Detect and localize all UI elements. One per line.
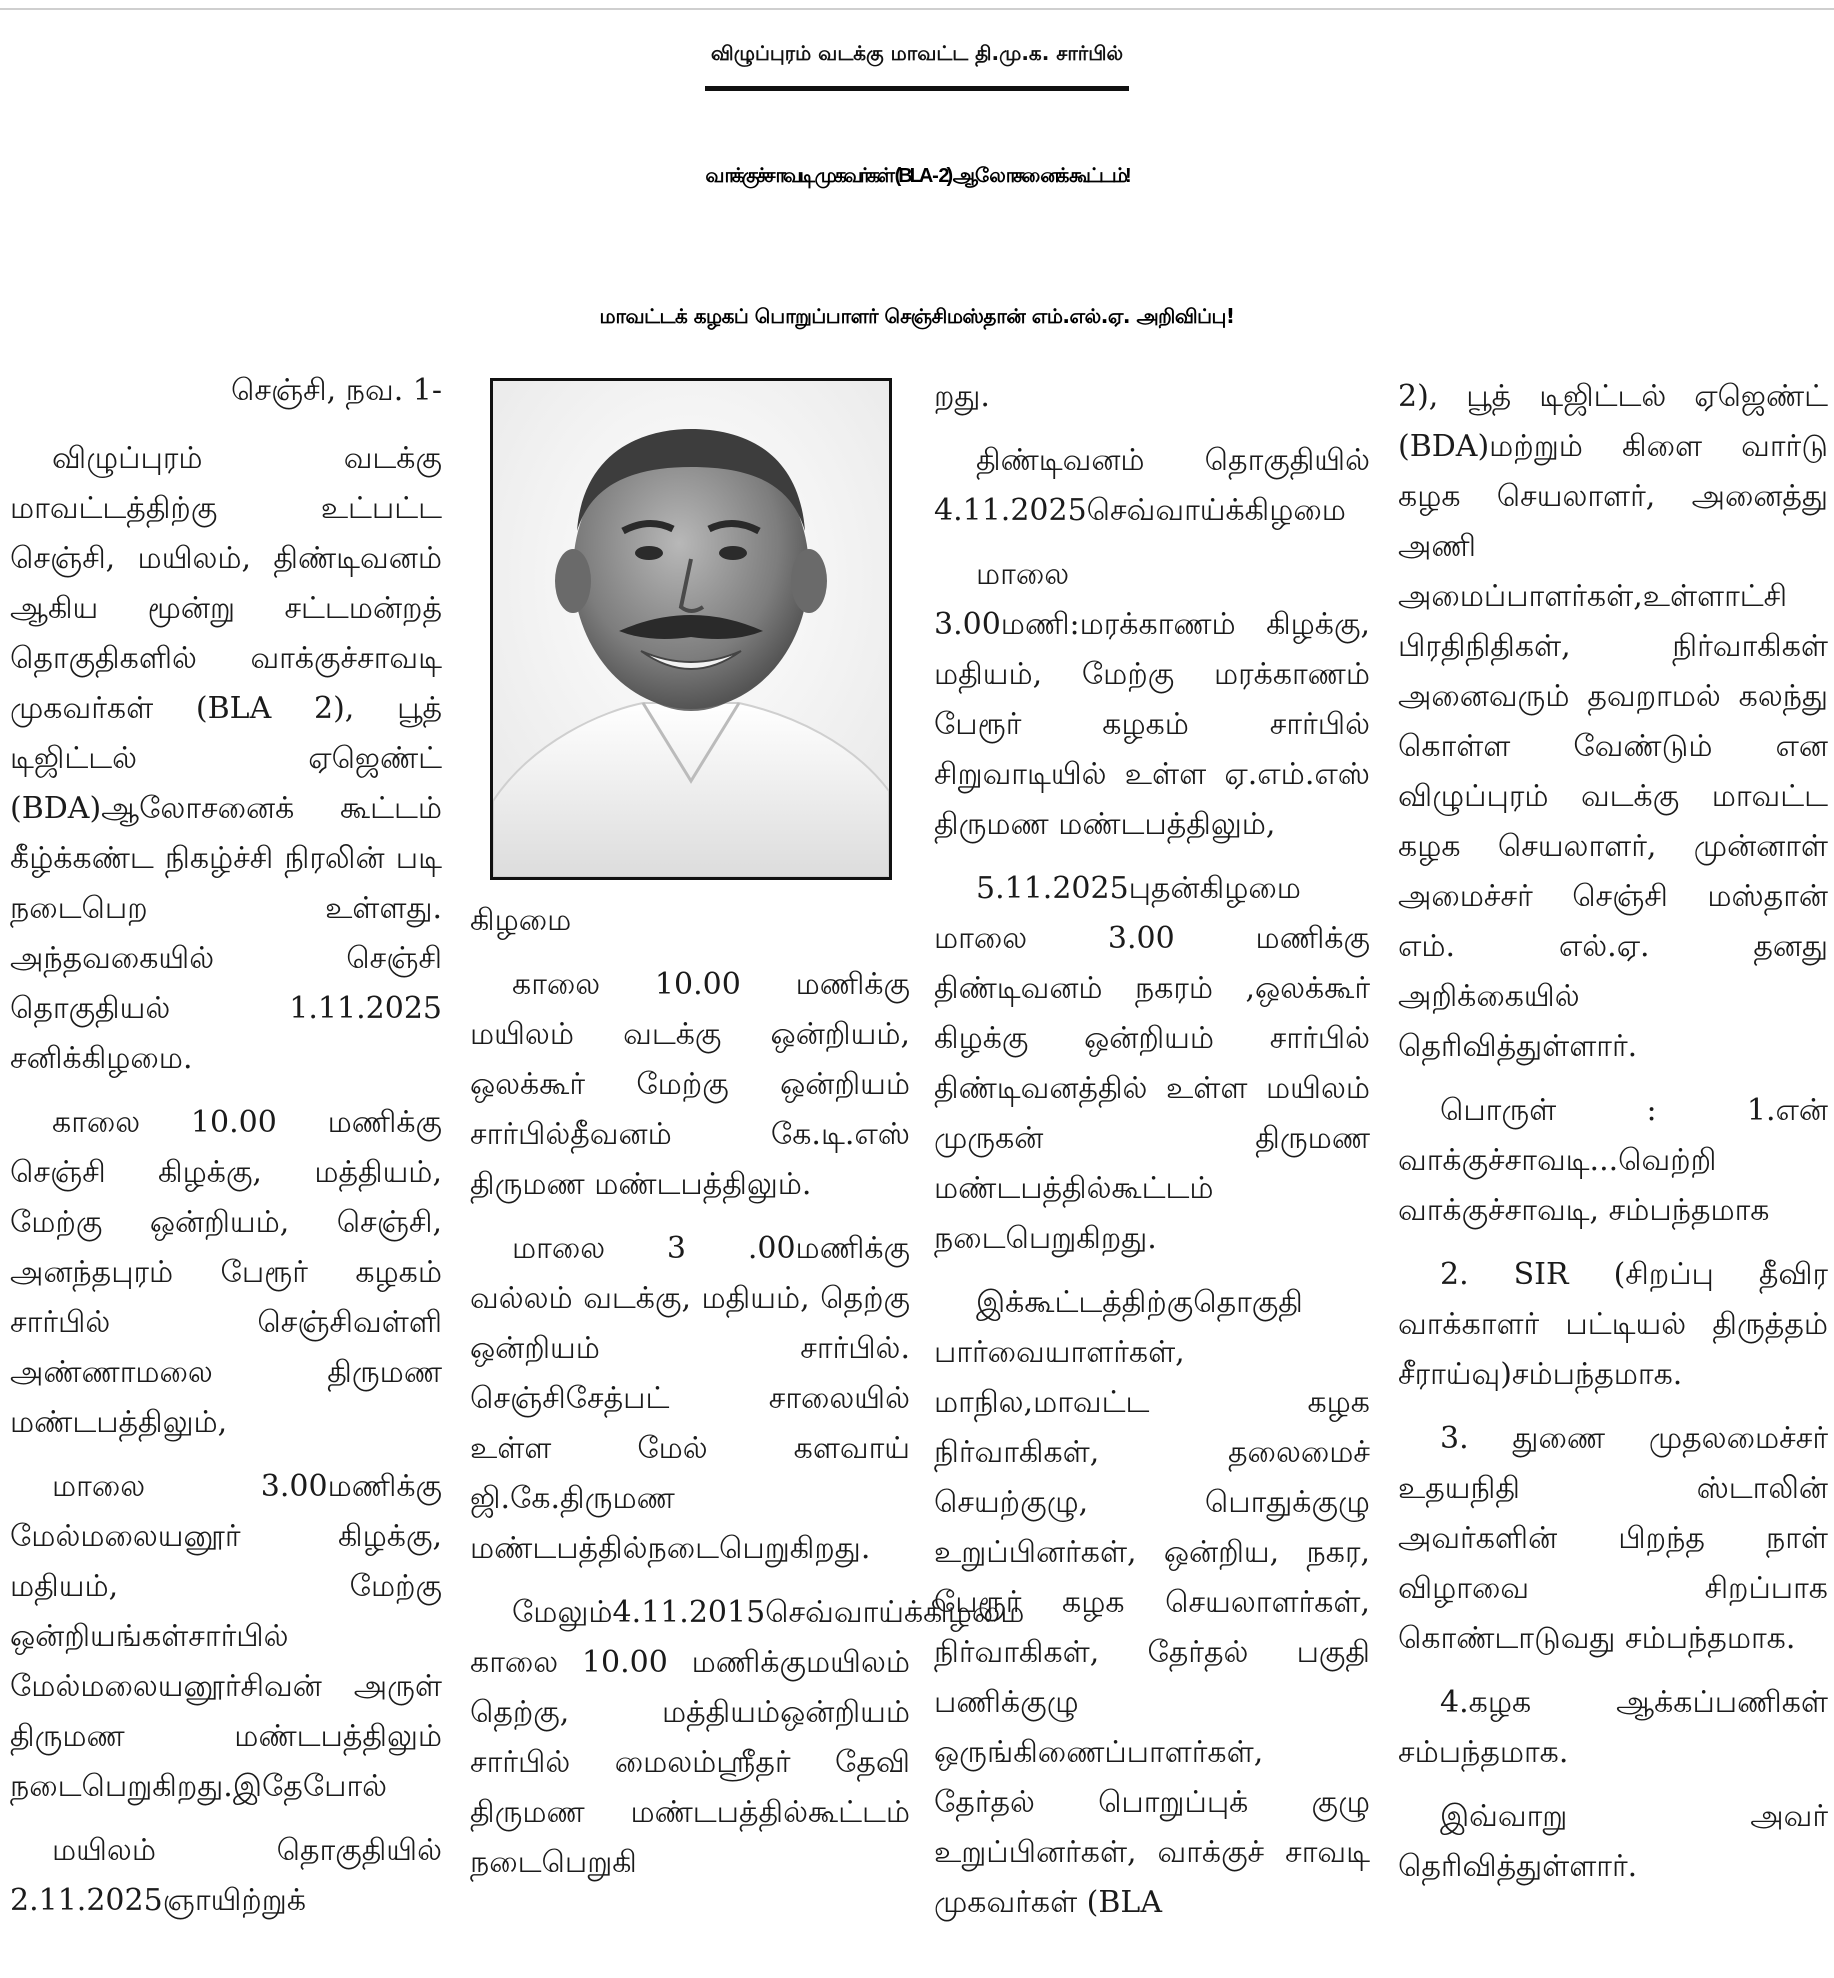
- paragraph: றது.: [934, 379, 990, 414]
- paragraph: 2), பூத் டிஜிட்டல் ஏஜெண்ட் (BDA)மற்றும் கிளை வார்டு கழக செயலாளர், அனைத்து அணி அமைப்பாளர்கள்,உள்ளாட்சி பிரதிநிதிகள், நிர்வாகிகள் அனைவரும் தவறாமல் கலந்து கொள்ள வேண்டும் என விழுப்புரம் வடக்கு மாவட்ட கழக செயலாளர், முன்னாள் அமைச்சர் செஞ்சி மஸ்தான் எம். எல்.ஏ. தனது அறிக்கையில் தெரிவித்துள்ளார்.: [1398, 379, 1828, 1064]
- paragraph: இவ்வாறு அவர் தெரிவித்துள்ளார்.: [1398, 1799, 1828, 1884]
- paragraph: மாலை 3 .00மணிக்கு வல்லம் வடக்கு, மதியம், தெற்கு ஒன்றியம் சார்பில். செஞ்சிசேத்பட் சாலையில் உள்ள மேல் களவாய் ஜி.கே.திருமண மண்டபத்தில்நடைபெறுகிறது.: [470, 1231, 910, 1566]
- paragraph: 4.கழக ஆக்கப்பணிகள் சம்பந்தமாக.: [1398, 1685, 1828, 1770]
- portrait-photo: [490, 378, 892, 880]
- article-column-2: [470, 896, 1025, 1902]
- paragraph: பொருள் : 1.என் வாக்குச்சாவடி...வெற்றி வாக்குச்சாவடி, சம்பந்தமாக: [1398, 1093, 1828, 1228]
- paragraph: காலை 10.00 மணிக்கு செஞ்சி கிழக்கு, மத்தியம், மேற்கு ஒன்றியம், செஞ்சி, அனந்தபுரம் பேரூர் கழகம் சார்பில் செஞ்சிவள்ளி அண்ணாமலை திருமண மண்டபத்திலும்,: [10, 1105, 442, 1440]
- article-column-1: [10, 366, 442, 1940]
- paragraph: காலை 10.00 மணிக்கு மயிலம் வடக்கு ஒன்றியம், ஒலக்கூர் மேற்கு ஒன்றியம் சார்பில்தீவனம் கே.டி.எஸ் திருமண மண்டபத்திலும்.: [470, 967, 910, 1202]
- paragraph: மேலும்4.11.2015செவ்வாய்க்கிழமை காலை 10.00 மணிக்குமயிலம் தெற்கு, மத்தியம்ஒன்றியம் சார்பில் மைலம்ஸ்ரீதர் தேவி திருமண மண்டபத்தில்கூட்டம் நடைபெறுகி: [470, 1595, 1025, 1880]
- paragraph: மயிலம் தொகுதியில் 2.11.2025ஞாயிற்றுக்: [10, 1833, 442, 1918]
- paragraph: 3. துணை முதலமைச்சர் உதயநிதி ஸ்டாலின் அவர்களின் பிறந்த நாள் விழாவை சிறப்பாக கொண்டாடுவது சம்பந்தமாக.: [1398, 1421, 1828, 1656]
- paragraph: இக்கூட்டத்திற்குதொகுதி பார்வையாளர்கள், மாநில,மாவட்ட கழக நிர்வாகிகள், தலைமைச் செயற்குழு, பொதுக்குழு உறுப்பினர்கள், ஒன்றிய, நகர, பேரூர் கழக செயலாளர்கள், நிர்வாகிகள், தேர்தல் பகுதி பணிக்குழு ஒருங்கிணைப்பாளர்கள், தேர்தல் பொறுப்புக் குழு உறுப்பினர்கள், வாக்குச் சாவடி முகவர்கள் (BLA: [934, 1285, 1370, 1920]
- article-column-4: [1398, 372, 1828, 1906]
- paragraph: கிழமை: [470, 903, 572, 938]
- paragraph: மாலை 3.00மணிக்கு மேல்மலையனூர் கிழக்கு, மதியம், மேற்கு ஒன்றியங்கள்சார்பில் மேல்மலையனூர்சிவன் அருள் திருமண மண்டபத்திலும் நடைபெறுகிறது.இதேபோல்: [10, 1469, 442, 1804]
- article-kicker: [0, 22, 1834, 91]
- paragraph: மாலை 3.00மணி:மரக்காணம் கிழக்கு, மதியம், மேற்கு மரக்காணம் பேரூர் கழகம் சார்பில் சிறுவாடியில் உள்ள ஏ.எம்.எஸ் திருமண மண்டபத்திலும்,: [934, 557, 1370, 842]
- paragraph: திண்டிவனம் தொகுதியில் 4.11.2025செவ்வாய்க்கிழமை: [934, 443, 1370, 528]
- paragraph: 5.11.2025புதன்கிழமை மாலை 3.00 மணிக்கு திண்டிவனம் நகரம் ,ஒலக்கூர் கிழக்கு ஒன்றியம் சார்பில் திண்டிவனத்தில் உள்ள மயிலம் முருகன் திருமண மண்டபத்தில்கூட்டம் நடைபெறுகிறது.: [934, 871, 1370, 1256]
- article-headline: வாக்குச்சாவடி முகவர்கள் (BLA - 2) ஆலோசனைக் கூட்டம்!: [705, 165, 1129, 187]
- kicker-text: விழுப்புரம் வடக்கு மாவட்ட தி.மு.க. சார்பில்: [705, 22, 1129, 91]
- paragraph: விழுப்புரம் வடக்கு மாவட்டத்திற்கு உட்பட்ட செஞ்சி, மயிலம், திண்டிவனம் ஆகிய மூன்று சட்டமன்றத் தொகுதிகளில் வாக்குச்சாவடி முகவர்கள் (BLA 2), பூத் டிஜிட்டல் ஏஜெண்ட் (BDA)ஆலோசனைக் கூட்டம் கீழ்க்கண்ட நிகழ்ச்சி நிரலின் படி நடைபெற உள்ளது. அந்தவகையில் செஞ்சி தொகுதியல் 1.11.2025 சனிக்கிழமை.: [10, 441, 442, 1076]
- dateline: செஞ்சி, நவ. 1-: [230, 373, 442, 408]
- top-border-rule: [0, 0, 1834, 10]
- paragraph: 2. SIR (சிறப்பு தீவிர வாக்காளர் பட்டியல் திருத்தம் சீராய்வு)சம்பந்தமாக.: [1398, 1257, 1828, 1392]
- article-column-3: [934, 372, 1370, 1942]
- portrait-photo-image: [493, 381, 889, 877]
- article-subheadline: மாவட்டக் கழகப் பொறுப்பாளர் செஞ்சிமஸ்தான் எம்.எல்.ஏ. அறிவிப்பு!: [599, 304, 1235, 328]
